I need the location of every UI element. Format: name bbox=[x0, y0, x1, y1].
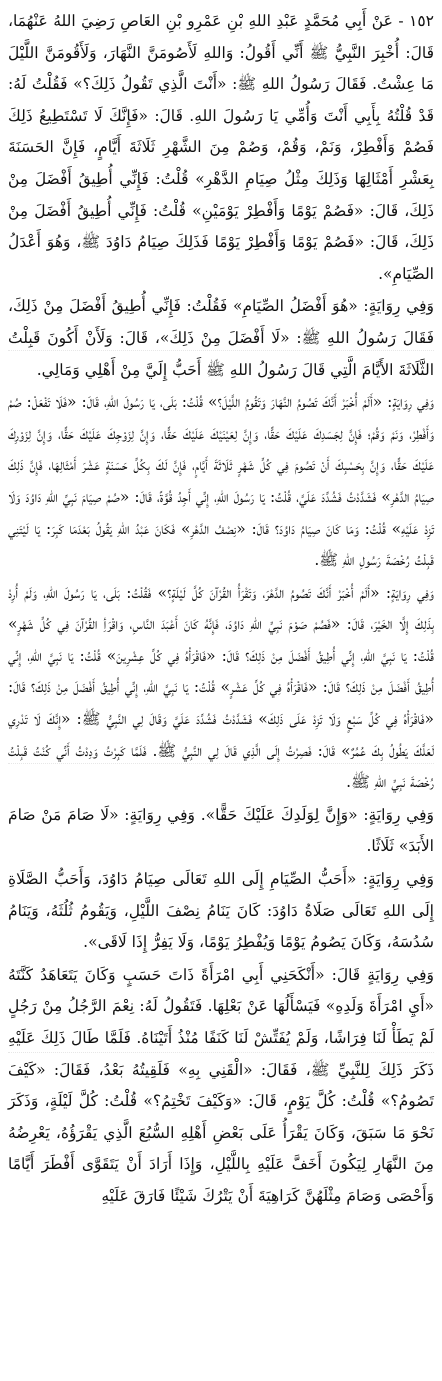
hadith-paragraph-2: وَفِي رِوَايَةٍ: «هُوَ أَفْضَلُ الصِّيَامِ» فَقُلْتُ: فَإِنِّي أُطِيقُ أَفْضَلَ مِنْ ذَلِكَ، فَقَالَ رَسُولُ اللهِ ﷺ: «لَا أَفْضَلَ مِنْ ذَلِكَ»، قَالَ: وَلَأَنْ أَكُونَ قَبِلْتُ الثَّلَاثَةَ الأَيَّامَ الَّتِي قَالَ رَسُولُ اللهِ ﷺ أَحَبُّ إِلَيَّ مِنْ أَهْلِي وَمَالِي. bbox=[8, 297, 434, 379]
hadith-paragraph-3: وَفِي رِوَايَةٍ: «أَلَمْ أُخْبَرْ أَنَّكَ تَصُومُ النَّهَارَ وَتَقُومُ اللَّيْلَ؟» قُلْتُ: بَلَى، يَا رَسُولَ اللهِ، قَالَ: «فَلَا تَفْعَلْ: صُمْ وَأَفْطِرْ، وَنَمْ وَقُمْ؛ فَإِنَّ لِجَسَدِكَ عَلَيْكَ حَقًّا، وَإِنَّ لِعَيْنَيْكَ عَلَيْكَ حَقًّا، وَإِنَّ لِزَوْجِكَ عَلَيْكَ حَقًّا، وَإِنَّ لِزَوْرِكَ عَلَيْكَ حَقًّا، وَإِنَّ بِحَسْبِكَ أَنْ تَصُومَ فِي كُلِّ شَهْرٍ ثَلَاثَةَ أَيَّامٍ، فَإِنَّ لَكَ بِكُلِّ حَسَنَةٍ عَشْرَ أَمْثَالِهَا، فَإِنَّ ذَلِكَ صِيَامُ الدَّهْرِ» فَشَدَّدْتُ فَشُدِّدَ عَلَيَّ، قُلْتُ: يَا رَسُولَ اللهِ، إِنِّي أَجِدُ قُوَّةً، قَالَ: «صُمْ صِيَامَ نَبِيِّ اللهِ دَاوُدَ وَلَا تَزِدْ عَلَيْهِ» قُلْتُ: وَمَا كَانَ صِيَامُ دَاوُدَ؟ قَالَ: «نِصْفُ الدَّهْرِ» فَكَانَ عَبْدُ اللهِ يَقُولُ بَعْدَمَا كَبِرَ: يَا لَيْتَنِي قَبِلْتُ رُخْصَةَ رَسُولِ اللهِ ﷺ. bbox=[8, 393, 434, 570]
paragraph-divider bbox=[8, 350, 434, 351]
hadith-paragraph-5: وَفِي رِوَايَةٍ: «وَإِنَّ لِوَلَدِكَ عَلَيْكَ حَقًّا». وَفِي رِوَايَةٍ: «لَا صَامَ مَنْ صَامَ الأَبَدَ» ثَلَاثًا. bbox=[8, 805, 434, 856]
hadith-paragraph-4: وَفِي رِوَايَةٍ: «أَلَمْ أُخْبَرْ أَنَّكَ تَصُومُ الدَّهْرَ، وَتَقْرَأُ القُرْآنَ كُلَّ لَيْلَةٍ؟» فَقُلْتُ: بَلَى، يَا رَسُولَ اللهِ، وَلَمْ أُرِدْ بِذَلِكَ إِلَّا الخَيْرَ، قَالَ: «فَصُمْ صَوْمَ نَبِيِّ اللهِ دَاوُدَ، فَإِنَّهُ كَانَ أَعْبَدَ النَّاسِ، وَاقْرَأِ القُرْآنَ فِي كُلِّ شَهْرٍ» قُلْتُ: يَا نَبِيَّ اللهِ، إِنِّي أُطِيقُ أَفْضَلَ مِنْ ذَلِكَ؟ قَالَ: «فَاقْرَأْهُ فِي كُلِّ عِشْرِينَ» قُلْتُ: يَا نَبِيَّ اللهِ، إِنِّي أُطِيقُ أَفْضَلَ مِنْ ذَلِكَ؟ قَالَ: «فَاقْرَأْهُ فِي كُلِّ عَشْرٍ» قُلْتُ: يَا نَبِيَّ اللهِ، إِنِّي أُطِيقُ أَفْضَلَ مِنْ ذَلِكَ؟ قَالَ: «فَاقْرَأْهُ فِي كُلِّ سَبْعٍ وَلَا تَزِدْ عَلَى ذَلِكَ» فَشَدَّدْتُ فَشُدِّدَ عَلَيَّ وَقَالَ لِي النَّبِيُّ ﷺ: «إِنَّكَ لَا تَدْرِي لَعَلَّكَ يَطُولُ بِكَ عُمُرٌ» قَالَ: فَصِرْتُ إِلَى الَّذِي قَالَ لِي النَّبِيُّ ﷺ. فَلَمَّا كَبِرْتُ وَدِدْتُ أَنِّي كُنْتُ قَبِلْتُ رُخْصَةَ نَبِيِّ اللهِ ﷺ. bbox=[8, 583, 434, 792]
paragraph-divider bbox=[8, 763, 434, 764]
hadith-paragraph-7: وَفِي رِوَايَةٍ قَالَ: «أَنْكَحَنِي أَبِي امْرَأَةً ذَاتَ حَسَبٍ وَكَانَ يَتَعَاهَدُ كَنَّتَهُ «أَيِ امْرَأَةَ وَلَدِهِ» فَيَسْأَلُهَا عَنْ بَعْلِهَا. فَتَقُولُ لَهُ: نِعْمَ الرَّجُلُ مِنْ رَجُلٍ لَمْ يَطَأْ لَنَا فِرَاشًا، وَلَمْ يُفَتِّشْ لَنَا كَنَفًا مُنْذُ أَتَيْنَاهُ. فَلَمَّا طَالَ ذَلِكَ عَلَيْهِ ذَكَرَ ذَلِكَ لِلنَّبِيِّ ﷺ، فَقَالَ: «الْقَنِي بِهِ» فَلَقِيتُهُ بَعْدُ، فَقَالَ: «كَيْفَ تَصُومُ؟» قُلْتُ: كُلَّ يَوْمٍ، قَالَ: «وَكَيْفَ تَخْتِمُ؟» قُلْتُ: كُلَّ لَيْلَةٍ، وَذَكَرَ نَحْوَ مَا سَبَقَ، وَكَانَ يَقْرَأُ عَلَى بَعْضِ أَهْلِهِ السُّبُعَ الَّذِي يَقْرَؤُهُ، يَعْرِضُهُ مِنَ النَّهَارِ لِيَكُونَ أَخَفَّ عَلَيْهِ بِاللَّيْلِ، وَإِذَا أَرَادَ أَنْ يَتَقَوَّى أَفْطَرَ أَيَّامًا وَأَحْصَى وَصَامَ مِثْلَهُنَّ كَرَاهِيَةَ أَنْ يَتْرُكَ شَيْئًا فَارَقَ عَلَيْهِ bbox=[8, 965, 434, 1205]
paragraph-divider bbox=[8, 1052, 434, 1053]
hadith-paragraph-1: ١٥٢ - عَنْ أَبِي مُحَمَّدٍ عَبْدِ اللهِ بْنِ عَمْرِو بْنِ العَاصِ رَضِيَ اللهُ عَنْهُمَا، قَالَ: أُخْبِرَ النَّبِيُّ ﷺ أَنِّي أَقُولُ: وَاللهِ لَأَصُومَنَّ النَّهَارَ، وَلَأَقُومَنَّ اللَّيْلَ مَا عِشْتُ. فَقَالَ رَسُولُ اللهِ ﷺ: «أَنْتَ الَّذِي تَقُولُ ذَلِكَ؟» فَقُلْتُ لَهُ: قَدْ قُلْتُهُ بِأَبِي أَنْتَ وَأُمِّي يَا رَسُولَ اللهِ. قَالَ: «فَإِنَّكَ لَا تَسْتَطِيعُ ذَلِكَ فَصُمْ وَأَفْطِرْ، وَنَمْ، وَقُمْ، وَصُمْ مِنَ الشَّهْرِ ثَلَاثَةَ أَيَّامٍ، فَإِنَّ الحَسَنَةَ بِعَشْرِ أَمْثَالِهَا وَذَلِكَ مِثْلُ صِيَامِ الدَّهْرِ» قُلْتُ: فَإِنِّي أُطِيقُ أَفْضَلَ مِنْ ذَلِكَ، قَالَ: «فَصُمْ يَوْمًا وَأَفْطِرْ يَوْمَيْنِ» قُلْتُ: فَإِنِّي أُطِيقُ أَفْضَلَ مِنْ ذَلِكَ، قَالَ: «فَصُمْ يَوْمًا وَأَفْطِرْ يَوْمًا فَذَلِكَ صِيَامُ دَاوُدَ ﷺ، وَهُوَ أَعْدَلُ الصِّيَامِ». bbox=[8, 12, 434, 283]
hadith-paragraph-6: وَفِي رِوَايَةٍ: «أَحَبُّ الصِّيَامِ إِلَى اللهِ تَعَالَى صِيَامُ دَاوُدَ، وَأَحَبُّ الصَّلَاةِ إِلَى اللهِ تَعَالَى صَلَاةُ دَاوُدَ: كَانَ يَنَامُ نِصْفَ اللَّيْلِ، وَيَقُومُ ثُلُثَهُ، وَيَنَامُ سُدُسَهُ، وَكَانَ يَصُومُ يَوْمًا وَيُفْطِرُ يَوْمًا، وَلَا يَفِرُّ إِذَا لَاقَى». bbox=[8, 870, 434, 952]
